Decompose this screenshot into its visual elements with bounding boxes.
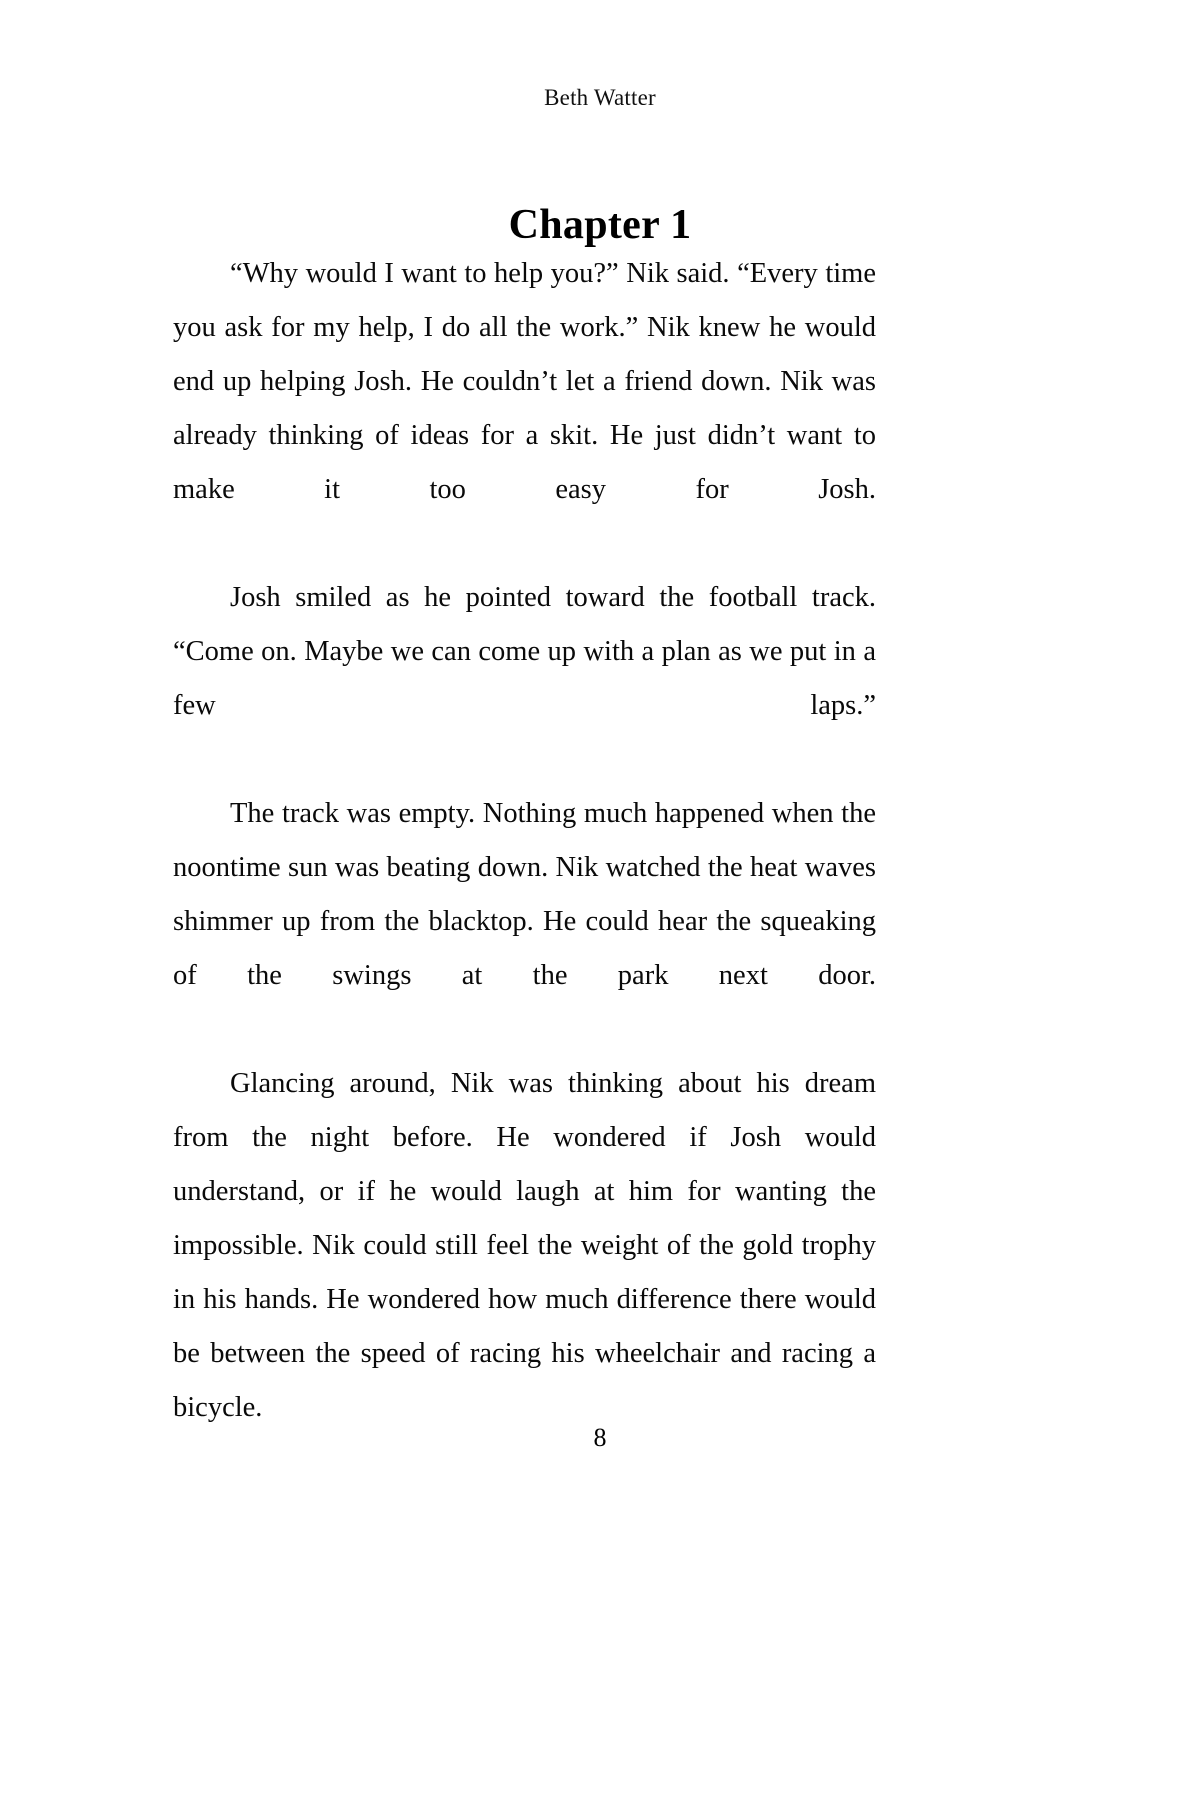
paragraph: “Why would I want to help you?” Nik said. “Every time you ask for my help, I do all the work.” Nik knew he would end up helping Josh. He couldn’t let a friend down. Nik was already thinking of ideas for a skit. He just didn’t want to make it too easy for Josh. <box>173 258 876 505</box>
page-number: 8 <box>593 1423 607 1452</box>
chapter-title: Chapter 1 <box>508 202 692 249</box>
paragraph: The track was empty. Nothing much happened when the noontime sun was beating down. Nik watched the heat waves shimmer up from the blacktop. He could hear the squeaking of the swings at the park next door. <box>173 798 876 991</box>
paragraph: Josh smiled as he pointed toward the football track. “Come on. Maybe we can come up with a plan as we put in a few laps.” <box>173 582 876 721</box>
running-header: Beth Watter <box>544 85 656 110</box>
paragraph: Glancing around, Nik was thinking about his dream from the night before. He wondered if Josh would understand, or if he would laugh at him for wanting the impossible. Nik could still feel the weight of the gold trophy in his hands. He wondered how much difference there would be between the speed of racing his wheelchair and racing a bicycle. <box>173 1068 876 1423</box>
body-text <box>173 247 876 1489</box>
